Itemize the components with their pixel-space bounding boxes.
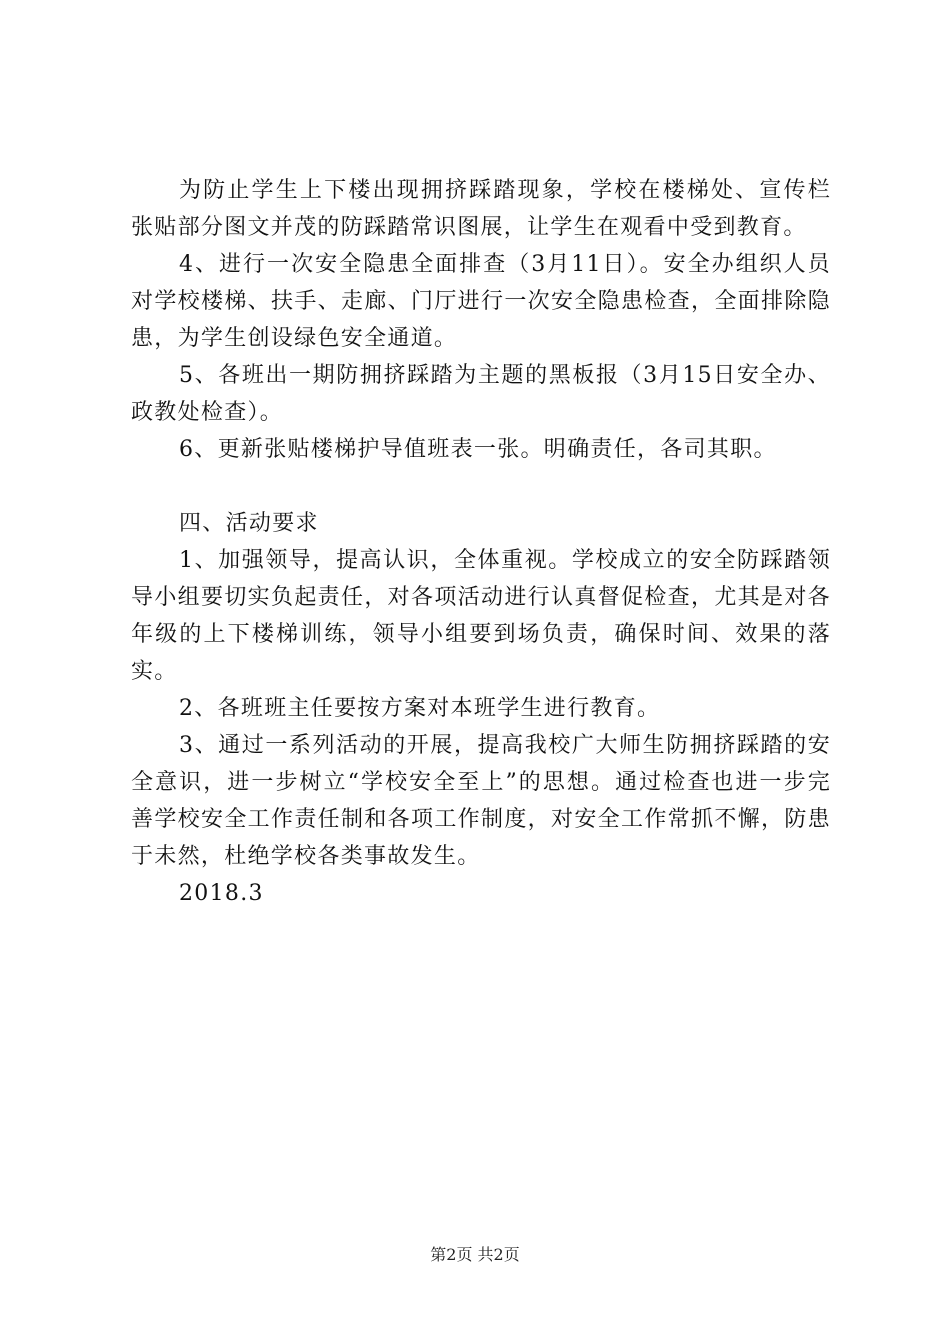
paragraph-item-5: 5、各班出一期防拥挤踩踏为主题的黑板报（3月15日安全办、政教处检查）。 [131, 363, 831, 425]
section-heading-requirements: 四、活动要求 [179, 511, 319, 536]
paragraph-publicity: 为防止学生上下楼出现拥挤踩踏现象，学校在楼梯处、宣传栏张贴部分图文并茂的防踩踏常识图展，让学生在观看中受到教育。 [131, 178, 831, 240]
document-date: 2018.3 [179, 881, 264, 906]
document-body [131, 172, 831, 912]
paragraph-requirement-3: 3、通过一系列活动的开展，提高我校广大师生防拥挤踩踏的安全意识，进一步树立“学校安全至上”的思想。通过检查也进一步完善学校安全工作责任制和各项工作制度，对安全工作常抓不懈，防患于未然，杜绝学校各类事故发生。 [131, 733, 831, 869]
paragraph-item-6: 6、更新张贴楼梯护导值班表一张。明确责任，各司其职。 [179, 437, 777, 462]
paragraph-requirement-2: 2、各班班主任要按方案对本班学生进行教育。 [179, 696, 661, 721]
page-number-footer: 第2页 共2页 [430, 1245, 520, 1264]
paragraph-item-4: 4、进行一次安全隐患全面排查（3月11日）。安全办组织人员对学校楼梯、扶手、走廊、门厅进行一次安全隐患检查，全面排除隐患，为学生创设绿色安全通道。 [131, 252, 831, 351]
paragraph-requirement-1: 1、加强领导，提高认识，全体重视。学校成立的安全防踩踏领导小组要切实负起责任，对各项活动进行认真督促检查，尤其是对各年级的上下楼梯训练，领导小组要到场负责，确保时间、效果的落实。 [131, 548, 831, 684]
